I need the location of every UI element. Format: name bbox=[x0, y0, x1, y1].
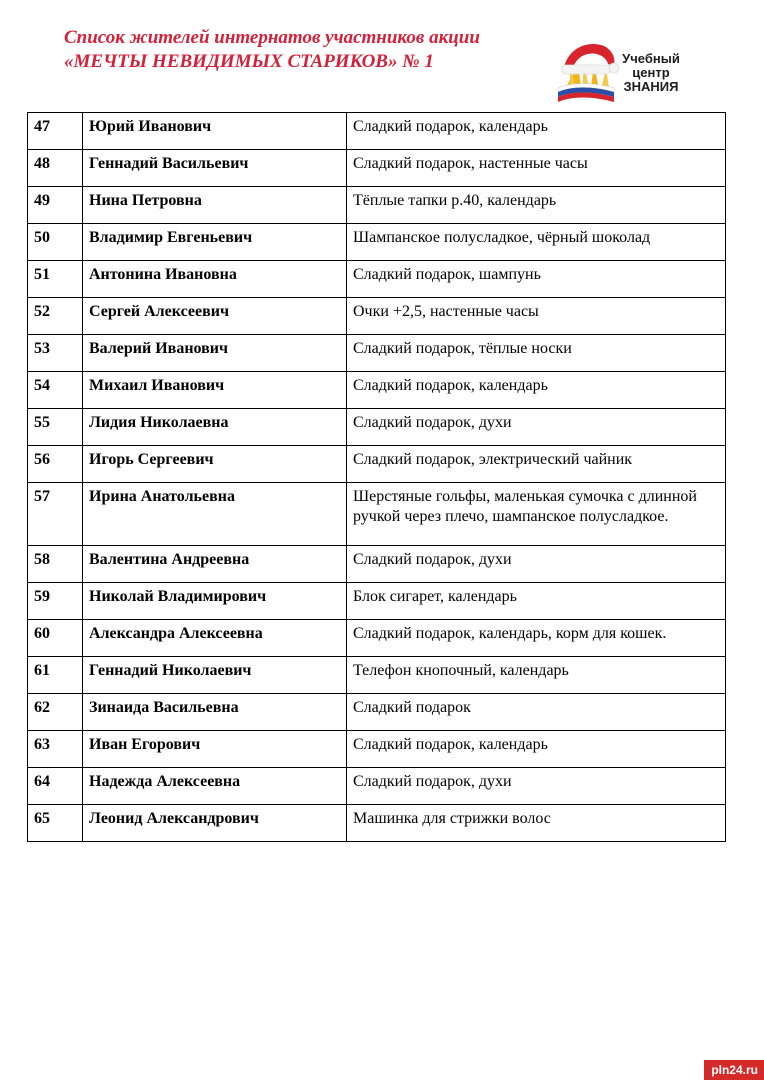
table-row bbox=[28, 187, 726, 224]
gift-wish-cell: Сладкий подарок, настенные часы bbox=[347, 150, 726, 187]
table-row bbox=[28, 261, 726, 298]
gift-wish-cell: Сладкий подарок, электрический чайник bbox=[347, 446, 726, 483]
resident-name-cell: Ирина Анатольевна bbox=[83, 483, 347, 546]
row-number-cell: 54 bbox=[28, 372, 83, 409]
row-number-cell: 52 bbox=[28, 298, 83, 335]
resident-name-cell: Надежда Алексеевна bbox=[83, 768, 347, 805]
table-row bbox=[28, 583, 726, 620]
gift-wish-cell: Машинка для стрижки волос bbox=[347, 805, 726, 842]
row-number-cell: 59 bbox=[28, 583, 83, 620]
santa-hat-book-flag-icon bbox=[548, 36, 623, 108]
table-row bbox=[28, 298, 726, 335]
row-number-cell: 47 bbox=[28, 113, 83, 150]
row-number-cell: 65 bbox=[28, 805, 83, 842]
gift-wish-cell: Сладкий подарок, духи bbox=[347, 409, 726, 446]
resident-name-cell: Леонид Александрович bbox=[83, 805, 347, 842]
table-row bbox=[28, 768, 726, 805]
row-number-cell: 50 bbox=[28, 224, 83, 261]
gift-wish-cell: Сладкий подарок, календарь, корм для кошек. bbox=[347, 620, 726, 657]
gift-wish-cell: Сладкий подарок bbox=[347, 694, 726, 731]
resident-name-cell: Иван Егорович bbox=[83, 731, 347, 768]
gift-wish-cell: Очки +2,5, настенные часы bbox=[347, 298, 726, 335]
table-row bbox=[28, 546, 726, 583]
row-number-cell: 56 bbox=[28, 446, 83, 483]
resident-name-cell: Александра Алексеевна bbox=[83, 620, 347, 657]
resident-name-cell: Владимир Евгеньевич bbox=[83, 224, 347, 261]
title-line-2: «МЕЧТЫ НЕВИДИМЫХ СТАРИКОВ» № 1 bbox=[64, 51, 434, 72]
resident-name-cell: Сергей Алексеевич bbox=[83, 298, 347, 335]
row-number-cell: 55 bbox=[28, 409, 83, 446]
table-row bbox=[28, 731, 726, 768]
logo-text bbox=[619, 52, 683, 94]
site-watermark: pln24.ru bbox=[704, 1060, 764, 1080]
table-row bbox=[28, 113, 726, 150]
row-number-cell: 58 bbox=[28, 546, 83, 583]
table-row bbox=[28, 446, 726, 483]
row-number-cell: 53 bbox=[28, 335, 83, 372]
resident-name-cell: Юрий Иванович bbox=[83, 113, 347, 150]
row-number-cell: 48 bbox=[28, 150, 83, 187]
gift-wish-cell: Сладкий подарок, духи bbox=[347, 768, 726, 805]
resident-name-cell: Нина Петровна bbox=[83, 187, 347, 224]
document-title bbox=[64, 26, 480, 74]
table-row bbox=[28, 620, 726, 657]
gift-wish-cell: Тёплые тапки р.40, календарь bbox=[347, 187, 726, 224]
gift-wish-cell: Сладкий подарок, календарь bbox=[347, 372, 726, 409]
table-row bbox=[28, 483, 726, 546]
table-row bbox=[28, 805, 726, 842]
santa-hat-icon bbox=[562, 44, 619, 74]
table-row bbox=[28, 150, 726, 187]
table-row bbox=[28, 372, 726, 409]
table-row bbox=[28, 224, 726, 261]
gift-wish-cell: Шерстяные гольфы, маленькая сумочка с длинной ручкой через плечо, шампанское полусладкое. bbox=[347, 483, 726, 546]
resident-name-cell: Геннадий Николаевич bbox=[83, 657, 347, 694]
gift-wish-cell: Сладкий подарок, духи bbox=[347, 546, 726, 583]
logo-line-1: Учебный bbox=[622, 51, 680, 66]
row-number-cell: 60 bbox=[28, 620, 83, 657]
resident-name-cell: Валерий Иванович bbox=[83, 335, 347, 372]
gift-wish-cell: Сладкий подарок, шампунь bbox=[347, 261, 726, 298]
table-row bbox=[28, 335, 726, 372]
resident-name-cell: Антонина Ивановна bbox=[83, 261, 347, 298]
row-number-cell: 51 bbox=[28, 261, 83, 298]
russian-flag-ribbon-icon bbox=[558, 84, 614, 103]
resident-name-cell: Геннадий Васильевич bbox=[83, 150, 347, 187]
resident-name-cell: Валентина Андреевна bbox=[83, 546, 347, 583]
logo-line-2: центр bbox=[632, 65, 670, 80]
gift-wish-cell: Сладкий подарок, календарь bbox=[347, 731, 726, 768]
training-center-logo bbox=[548, 36, 698, 108]
participants-table-body bbox=[28, 113, 726, 842]
row-number-cell: 49 bbox=[28, 187, 83, 224]
participants-table bbox=[27, 112, 726, 842]
resident-name-cell: Зинаида Васильевна bbox=[83, 694, 347, 731]
table-row bbox=[28, 694, 726, 731]
gift-wish-cell: Телефон кнопочный, календарь bbox=[347, 657, 726, 694]
resident-name-cell: Лидия Николаевна bbox=[83, 409, 347, 446]
row-number-cell: 57 bbox=[28, 483, 83, 546]
logo-line-3: ЗНАНИЯ bbox=[623, 79, 679, 94]
resident-name-cell: Михаил Иванович bbox=[83, 372, 347, 409]
row-number-cell: 61 bbox=[28, 657, 83, 694]
table-row bbox=[28, 409, 726, 446]
resident-name-cell: Игорь Сергеевич bbox=[83, 446, 347, 483]
title-line-1: Список жителей интернатов участников акции bbox=[64, 27, 480, 48]
gift-wish-cell: Блок сигарет, календарь bbox=[347, 583, 726, 620]
row-number-cell: 64 bbox=[28, 768, 83, 805]
gift-wish-cell: Сладкий подарок, календарь bbox=[347, 113, 726, 150]
gift-wish-cell: Сладкий подарок, тёплые носки bbox=[347, 335, 726, 372]
table-row bbox=[28, 657, 726, 694]
gift-wish-cell: Шампанское полусладкое, чёрный шоколад bbox=[347, 224, 726, 261]
row-number-cell: 63 bbox=[28, 731, 83, 768]
row-number-cell: 62 bbox=[28, 694, 83, 731]
resident-name-cell: Николай Владимирович bbox=[83, 583, 347, 620]
